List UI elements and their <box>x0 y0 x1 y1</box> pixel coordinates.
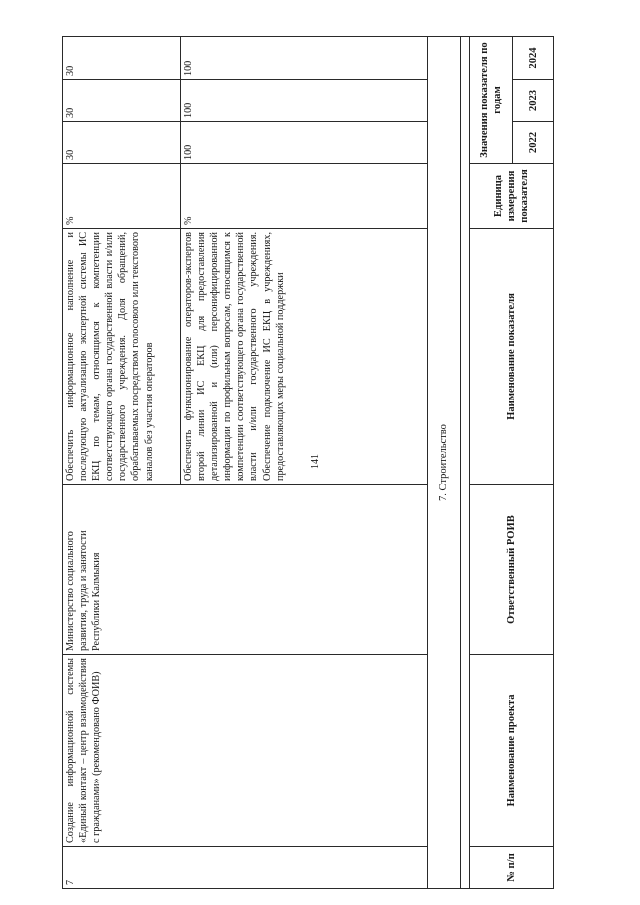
header-values-group: Значения показателя по годам <box>470 37 513 164</box>
responsible-roiv: Министерство социального развития, труда и занятости Республики Калмыкия <box>63 485 428 655</box>
header-year-2023: 2023 <box>513 80 554 122</box>
header-row <box>470 37 513 889</box>
indicator-name: Обеспечить функционирование операторов-экспертов второй линии ИС ЕКЦ для предоставления детализированной и (или) персонифицированной информации по профильным вопросам, относящимся к компетенции соответствующего органа государственной власти и/или государственного учреждения. Обеспечение подключение ИС ЕКЦ в учреждениях, предоставляющих меры социальной поддержки <box>181 229 428 485</box>
row-number: 7 <box>63 847 428 889</box>
table-row <box>63 37 181 889</box>
rotated-table-page <box>62 37 586 889</box>
header-project: Наименование проекта <box>470 655 554 847</box>
header-unit: Единица измерения показателя <box>470 164 554 229</box>
spacer-cell <box>461 37 470 889</box>
header-year-2022: 2022 <box>513 122 554 164</box>
value-2022: 30 <box>63 122 181 164</box>
page-number: 141 <box>310 454 321 469</box>
header-indicator: Наименование показателя <box>470 229 554 485</box>
value-2023: 100 <box>181 80 428 122</box>
value-2024: 30 <box>63 37 181 80</box>
section-title: 7. Строительство <box>428 37 461 889</box>
header-year-2024: 2024 <box>513 37 554 80</box>
value-2023: 30 <box>63 80 181 122</box>
projects-table <box>62 36 554 889</box>
indicator-name: Обеспечить информационное наполнение и последующую актуализацию экспертной системы ИС ЕКЦ по темам, относящимся к компетенции соответствующего органа государственной власти и/или государственного учреждения. Доля обращений, обрабатываемых посредством голосового или текстового каналов без участия операторов <box>63 229 181 485</box>
value-2022: 100 <box>181 122 428 164</box>
spacer-row <box>461 37 470 889</box>
indicator-unit: % <box>63 164 181 229</box>
value-2024: 100 <box>181 37 428 80</box>
indicator-unit: % <box>181 164 428 229</box>
project-name: Создание информационной системы «Единый контакт – центр взаимодействия с гражданами» (рекомендовано ФОИВ) <box>63 655 428 847</box>
header-roiv: Ответственный РОИВ <box>470 485 554 655</box>
header-num: № п/п <box>470 847 554 889</box>
section-row <box>428 37 461 889</box>
